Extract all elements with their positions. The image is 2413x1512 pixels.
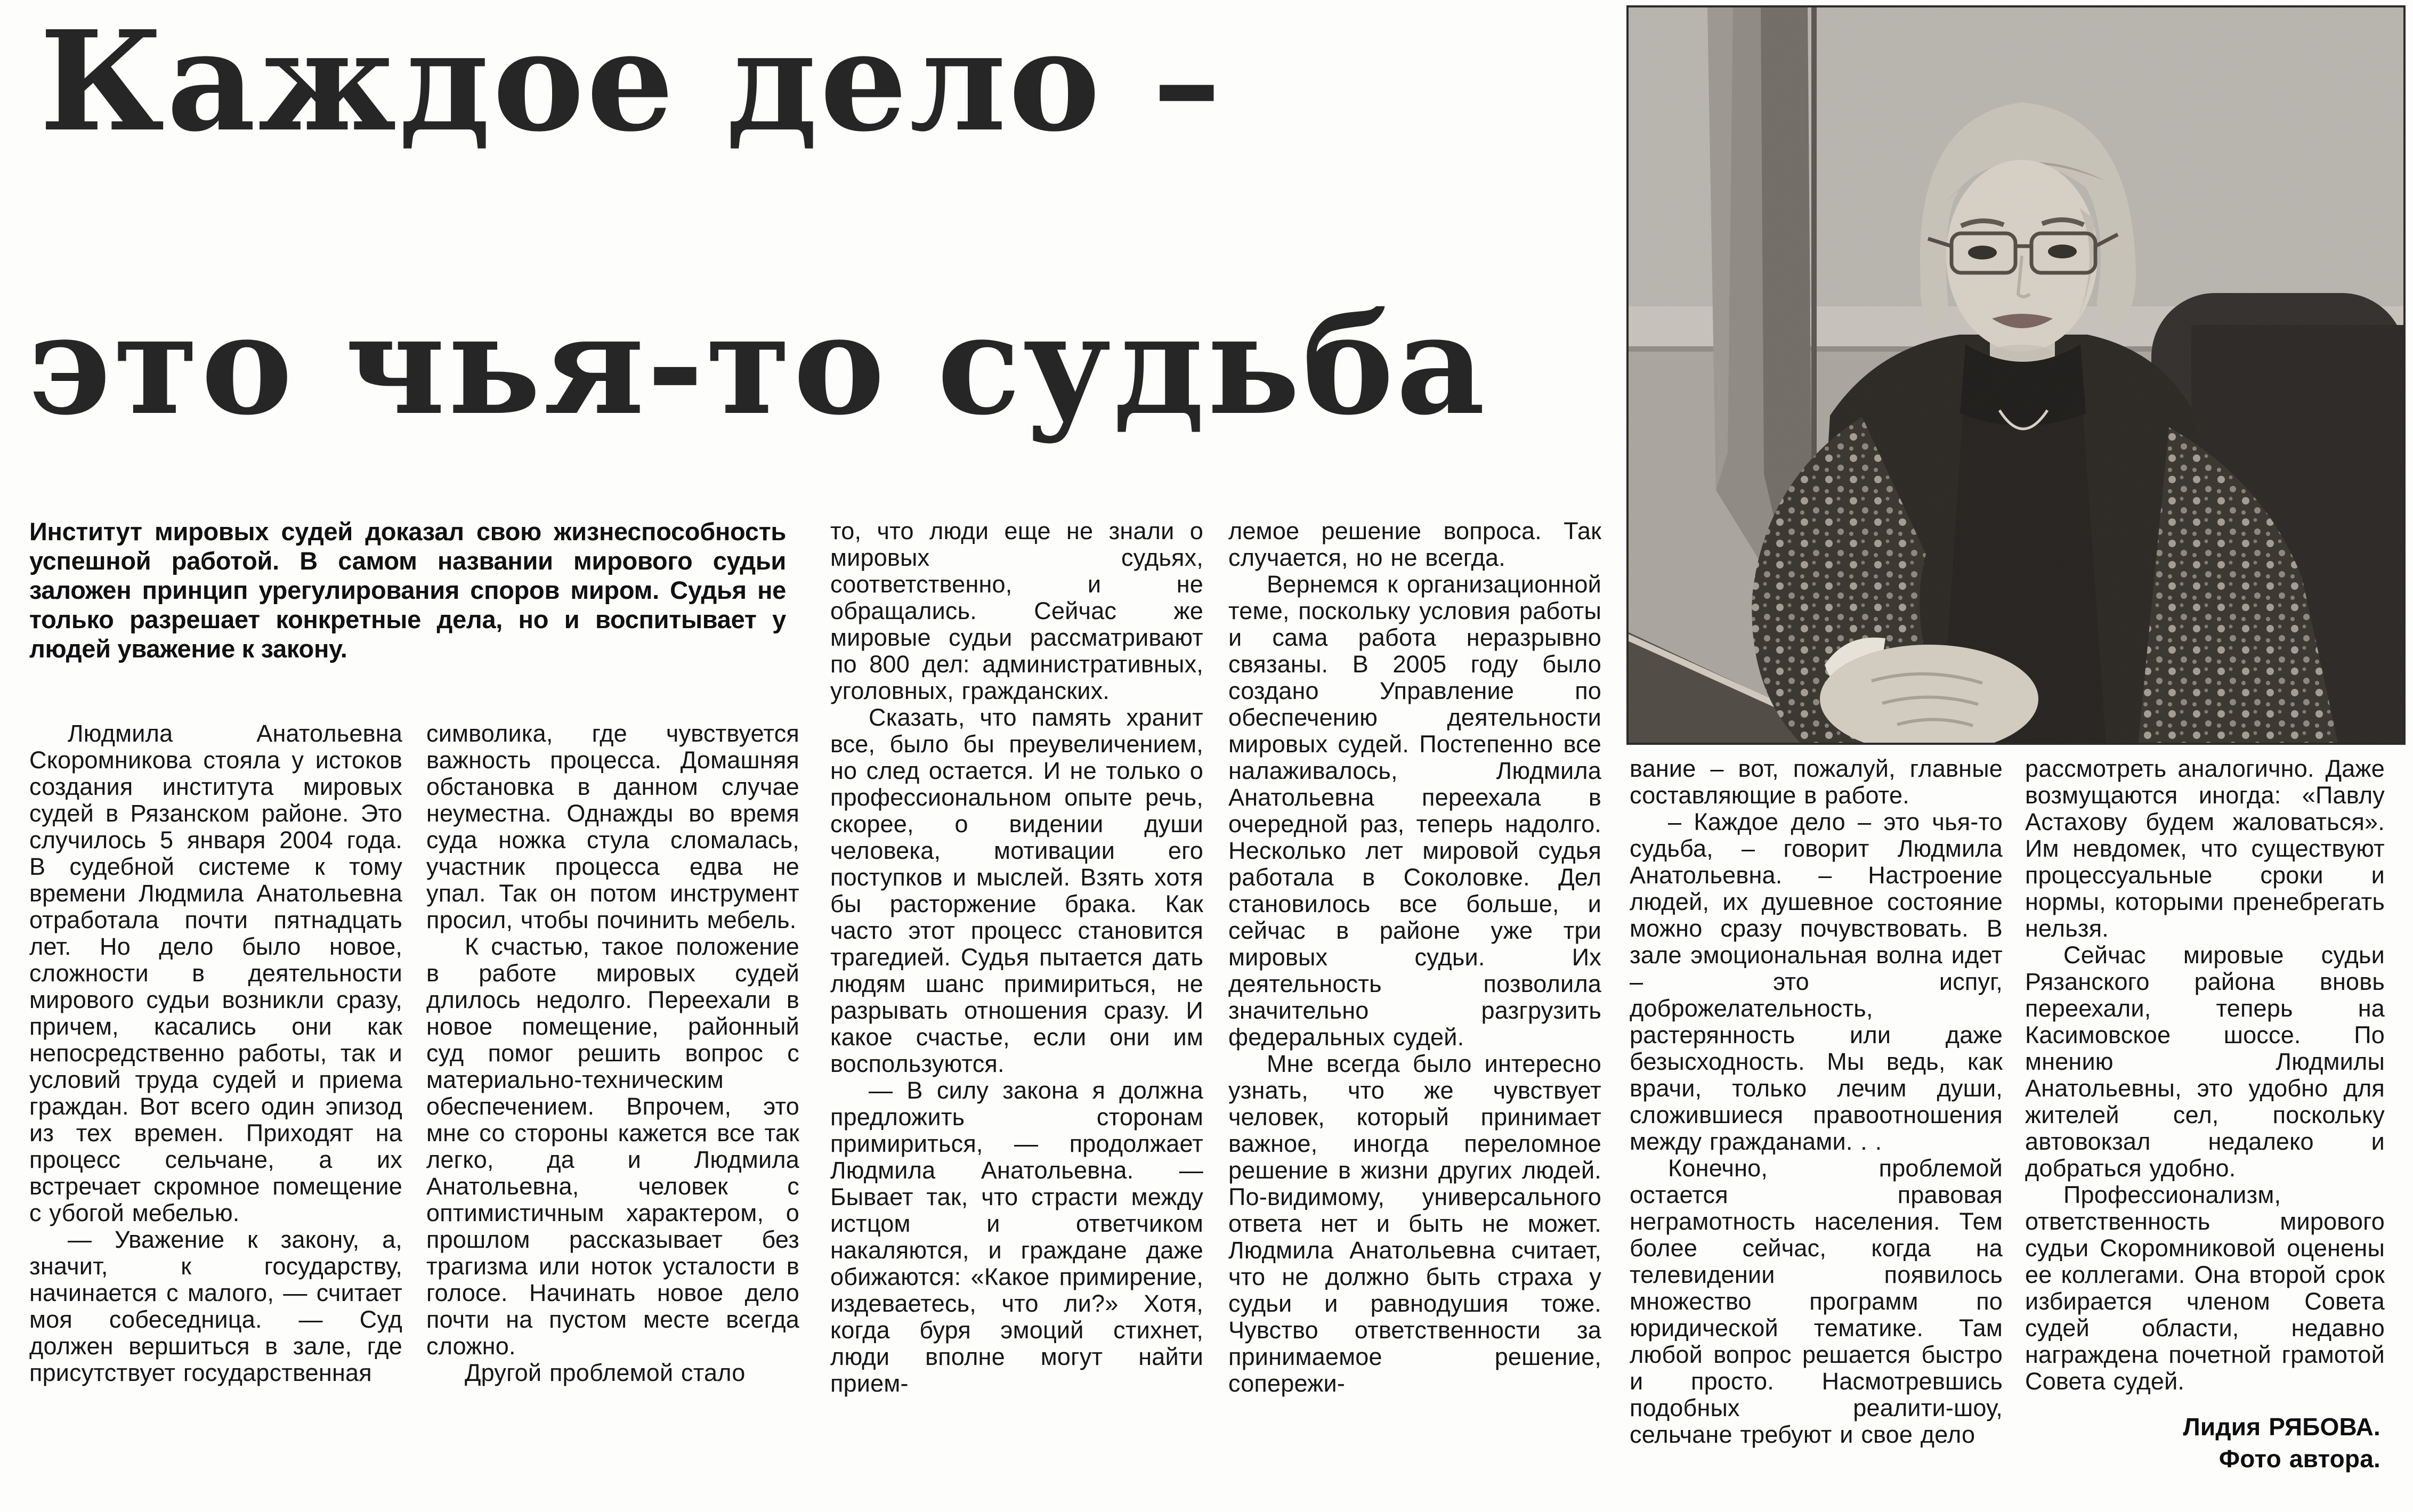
article-paragraph: Профессионализм, ответственность мирового судьи Скоромниковой оценены ее коллегами. Она второй срок избирается членом Совета судей области, недавно награждена почетной грамотой Совета судей. xyxy=(2025,1181,2385,1395)
portrait-photo-illustration xyxy=(1626,5,2406,745)
byline xyxy=(2025,1411,2385,1475)
article-column-3 xyxy=(830,518,1203,1512)
headline-line-1: Каждое дело – xyxy=(39,1,1224,162)
article-column-2 xyxy=(426,720,799,1512)
article-paragraph: Сейчас мировые судьи Рязанского района вновь переехали, теперь на Касимовское шоссе. По мнению Людмилы Анатольевны, это удобно для жителей сел, поскольку автовокзал недалеко и добраться удобно. xyxy=(2025,941,2385,1182)
article-paragraph: — В силу закона я должна предложить сторонам примириться, — продолжает Людмила Анатольевна. — Бывает так, что страсти между истцом и ответчиком накаляются, и граждане даже обижаются: «Какое примирение, издеваетесь, что ли?» Хотя, когда буря эмоций стихнет, люди вполне могут найти прием- xyxy=(830,1077,1203,1397)
article-paragraph: Людмила Анатольевна Скоромникова стояла у истоков создания института мировых судей в Рязанском районе. Это случилось 5 января 2004 года. В судебной системе к тому времени Людмила Анатольевна отработала почти пятнадцать лет. Но дело было новое, сложности в деятельности мирового судьи возникли сразу, причем, касались они как непосредственно работы, так и условий труда судей и приема граждан. Вот всего один эпизод из тех времен. Приходят на процесс сельчане, а их встречает скромное помещение с убогой мебелью. xyxy=(29,720,402,1226)
article-paragraph: Другой проблемой стало xyxy=(465,1359,746,1386)
article-column-4 xyxy=(1228,518,1601,1512)
article-column-5 xyxy=(1630,755,2003,1512)
article-paragraph: Мне всегда было интересно узнать, что же чувствует человек, который принимает важное, иногда переломное решение в жизни других людей. По-видимому, универсального ответа нет и быть не может. Людмила Анатольевна считает, что не должно быть страха у судьи и равнодушия тоже. Чувство ответственности за принимаемое решение, сопережи- xyxy=(1228,1050,1601,1397)
lead-paragraph: Институт мировых судей доказал свою жизнеспособность успешной работой. В самом названии мирового судьи заложен принцип урегулирования споров миром. Судья не только разрешает конкретные дела, но и воспитывает у людей уважение к закону. xyxy=(29,517,786,663)
article-paragraph: рассмотреть аналогично. Даже возмущаются иногда: «Павлу Астахову будем жаловаться». Им невдомек, что существуют процессуальные сроки и нормы, которыми пренебрегать нельзя. xyxy=(2025,755,2385,942)
article-column-1 xyxy=(29,720,402,1512)
article-paragraph: символика, где чувствуется важность процесса. Домашняя обстановка в данном случае неуместна. Однажды во время суда ножка стула сломалась, участник процесса едва не упал. Так он потом инструмент просил, чтобы починить мебель. xyxy=(426,720,799,933)
article-paragraph: Конечно, проблемой остается правовая неграмотность населения. Тем более сейчас, когда на телевидении появилось множество программ по юридической тематике. Там любой вопрос решается быстро и просто. Насмотревшись подобных реалити-шоу, сельчане требуют и свое дело xyxy=(1630,1155,2003,1448)
article-paragraph: К счастью, такое положение в работе мировых судей длилось недолго. Переехали в новое помещение, районный суд помог решить вопрос с материально-техническим обеспечением. Впрочем, это мне со стороны кажется все так легко, да и Людмила Анатольевна, человек с оптимистичным характером, о прошлом рассказывает без трагизма или ноток усталости в голосе. Начинать новое дело почти на пустом месте всегда сложно. xyxy=(426,933,799,1360)
byline-credit: Фото автора. xyxy=(2218,1445,2380,1473)
byline-author: Лидия РЯБОВА. xyxy=(2183,1413,2380,1441)
article-paragraph: – Каждое дело – это чья-то судьба, – говорит Людмила Анатольевна. – Настроение людей, их душевное состояние можно сразу почувствовать. В зале эмоциональная волна идет – это испуг, доброжелательность, растерянность или даже безысходность. Мы ведь, как врачи, только лечим души, сложившиеся правоотношения между гражданами. . . xyxy=(1630,808,2003,1155)
article-column-6 xyxy=(2025,755,2385,1512)
article-paragraph: лемое решение вопроса. Так случается, но не всегда. xyxy=(1228,518,1601,571)
article-paragraph: вание – вот, пожалуй, главные составляющие в работе. xyxy=(1630,755,2003,809)
article-paragraph: Вернемся к организационной теме, поскольку условия работы и сама работа неразрывно связаны. В 2005 году было создано Управление по обеспечению деятельности мировых судей. Постепенно все налаживалось, Людмила Анатольевна переехала в очередной раз, теперь надолго. Несколько лет мировой судья работала в Соколовке. Дел становилось все больше, и сейчас в районе уже три мировых судьи. Их деятельность позволила значительно разгрузить федеральных судей. xyxy=(1228,571,1601,1051)
headline-line-2: это чья-то судьба xyxy=(28,284,1487,445)
article-paragraph: то, что люди еще не знали о мировых судьях, соответственно, и не обращались. Сейчас же мировые судьи рассматривают по 800 дел: административных, уголовных, гражданских. xyxy=(830,518,1203,704)
article-paragraph: Сказать, что память хранит все, было бы преувеличением, но след остается. И не только о профессиональном опыте речь, скорее, о видении души человека, мотивации его поступков и мыслей. Взять хотя бы расторжение брака. Как часто этот процесс становится трагедией. Судья пытается дать людям шанс примириться, не разрывать отношения сразу. И какое счастье, если они им воспользуются. xyxy=(830,704,1203,1077)
portrait-photo xyxy=(1626,5,2406,745)
article-paragraph: — Уважение к закону, а, значит, к государству, начинается с малого, — считает моя собеседница. — Суд должен вершиться в зале, где присутствует государственная xyxy=(29,1226,402,1386)
scan-grain xyxy=(1626,5,2406,745)
